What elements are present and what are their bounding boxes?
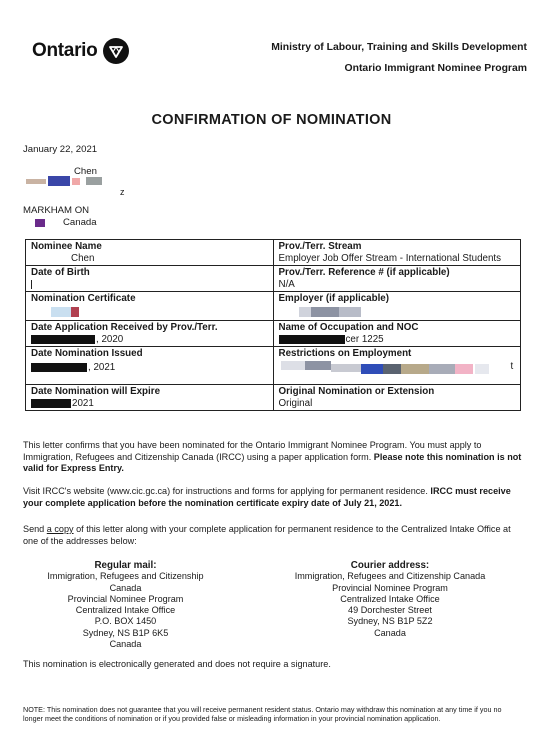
- stream-value: Employer Job Offer Stream - International Students: [278, 252, 502, 264]
- dob-label: Date of Birth: [31, 267, 90, 279]
- paragraph-text: Send: [23, 524, 47, 534]
- regular-mail-heading: Regular mail:: [94, 560, 157, 571]
- redaction-block: [31, 363, 87, 372]
- paragraph-instructions: [23, 486, 523, 509]
- letter-date: January 22, 2021: [23, 144, 98, 155]
- redaction-block: [299, 307, 311, 317]
- expire-line: [31, 398, 268, 410]
- redaction-block: [86, 177, 102, 185]
- redaction-block: [71, 307, 79, 317]
- redaction-block: [35, 219, 45, 227]
- employer-value-redacted: [279, 305, 516, 319]
- table-row: [26, 292, 521, 321]
- paragraph-emphasis: IRCC must receive your complete application before the nomination certificate expiry date of July 21, 2021.: [23, 486, 511, 508]
- redaction-block: [339, 307, 361, 317]
- redaction-block: [383, 364, 401, 374]
- redaction-block: [31, 335, 95, 344]
- certificate-value-redacted: [31, 305, 268, 319]
- table-row: [26, 385, 521, 411]
- certificate-label: Nomination Certificate: [31, 293, 136, 305]
- nominee-name-value: Chen: [71, 252, 95, 264]
- regular-mail-address: [33, 560, 218, 650]
- redaction-block: [331, 364, 361, 372]
- table-row: [26, 240, 521, 266]
- recipient-country: Canada: [63, 217, 97, 228]
- ontario-logo: [32, 38, 129, 64]
- courier-address: [285, 560, 495, 639]
- stream-label: Prov./Terr. Stream: [278, 241, 362, 252]
- page-title: CONFIRMATION OF NOMINATION: [151, 112, 392, 128]
- date-received-value: , 2020: [96, 333, 124, 345]
- table-row: [26, 347, 521, 385]
- redaction-block: [279, 335, 345, 344]
- date-issued-line: [31, 362, 268, 374]
- paragraph-confirmation: [23, 440, 523, 475]
- address-line: Immigration, Refugees and Citizenship Canada: [47, 571, 204, 593]
- redaction-block: [475, 364, 489, 374]
- restrictions-value-redacted: [279, 360, 516, 382]
- redaction-block: [72, 178, 80, 185]
- address-line: Provincial Nominee Program: [332, 582, 448, 593]
- redaction-block: [51, 307, 71, 317]
- footer-note: NOTE: This nomination does not guarantee that you will receive permanent resident status. Ontario may withdraw this nomination at any time if you no longer meet the conditions of nomination or if you provided false or misleading information in your provincial nomination application.: [23, 705, 502, 724]
- redaction-block: [31, 280, 32, 289]
- reference-value: N/A: [278, 278, 295, 290]
- employer-label: Employer (if applicable): [278, 293, 390, 305]
- date-received-label: Date Application Received by Prov./Terr.: [31, 321, 218, 333]
- address-line: Sydney, NS B1P 6K5: [82, 627, 169, 638]
- address-line: Centralized Intake Office: [340, 593, 440, 604]
- table-row: [26, 320, 521, 346]
- redaction-block: [455, 364, 473, 374]
- redaction-block: [26, 179, 46, 184]
- expire-label: Date Nomination will Expire: [31, 386, 161, 398]
- trillium-icon: [103, 38, 129, 64]
- paragraph-text: Visit IRCC's website (www.cic.gc.ca) for instructions and forms for applying for permanent residence.: [23, 486, 431, 496]
- reference-label: Prov./Terr. Reference # (if applicable): [278, 267, 450, 279]
- occupation-value: cer 1225: [345, 333, 384, 345]
- address-line: Sydney, NS B1P 5Z2: [347, 616, 433, 627]
- address-line: P.O. BOX 1450: [94, 616, 157, 627]
- address-line: 49 Dorchester Street: [348, 605, 432, 616]
- ministry-header: [271, 37, 527, 79]
- address-line: Provincial Nominee Program: [67, 593, 184, 604]
- restrictions-label: Restrictions on Employment: [278, 348, 412, 360]
- redaction-block: [311, 307, 339, 317]
- address-line: Centralized Intake Office: [75, 605, 176, 616]
- redaction-block: [429, 364, 455, 374]
- redaction-block: [305, 361, 331, 370]
- paragraph-electronic: This nomination is electronically generated and does not require a signature.: [23, 659, 331, 669]
- redaction-block: [401, 364, 429, 374]
- occupation-label: Name of Occupation and NOC: [278, 321, 419, 333]
- date-issued-label: Date Nomination Issued: [31, 348, 143, 360]
- courier-heading: Courier address:: [350, 560, 430, 571]
- redaction-block: [48, 176, 70, 186]
- original-value: Original: [278, 397, 313, 409]
- date-issued-value: , 2021: [88, 361, 116, 373]
- restrictions-value: t: [510, 360, 514, 372]
- address-line: Immigration, Refugees and Citizenship Canada: [294, 571, 486, 582]
- paragraph-text: of this letter along with your complete application for permanent residence to the Centralized Intake Office at one of the addresses below:: [23, 524, 511, 546]
- logo-text: Ontario: [32, 40, 98, 61]
- nomination-table: [25, 239, 521, 411]
- occupation-line: [279, 334, 516, 346]
- recipient-country-line: [35, 217, 97, 228]
- nominee-name-label: Nominee Name: [31, 241, 102, 252]
- ministry-name: Ministry of Labour, Training and Skills Development: [271, 42, 527, 53]
- expire-value: 2021: [72, 397, 94, 409]
- address-line: Canada: [374, 627, 406, 638]
- original-label: Original Nomination or Extension: [278, 386, 435, 398]
- paragraph-emphasis: Please note this nomination is not valid for Express Entry.: [23, 451, 522, 474]
- date-received-line: [31, 334, 268, 346]
- program-name: Ontario Immigrant Nominee Program: [344, 63, 527, 74]
- copy-link: a copy: [46, 524, 74, 534]
- paragraph-text: This letter confirms that you have been nominated for the Ontario Immigrant Nominee Program. You must apply to Immigration, Refugees and Citizenship Canada (IRCC) using a paper application form.: [23, 440, 482, 462]
- paragraph-send-copy: [23, 524, 523, 547]
- redaction-block: [281, 361, 305, 370]
- table-row: [26, 266, 521, 292]
- recipient-name: Chen: [74, 166, 97, 177]
- recipient-city: MARKHAM ON: [23, 205, 90, 216]
- recipient-address: Chen z: [24, 165, 144, 205]
- redaction-block: [31, 399, 71, 408]
- address-line: Canada: [109, 639, 142, 650]
- dob-value-redacted: [31, 279, 268, 291]
- redaction-block: [361, 364, 383, 374]
